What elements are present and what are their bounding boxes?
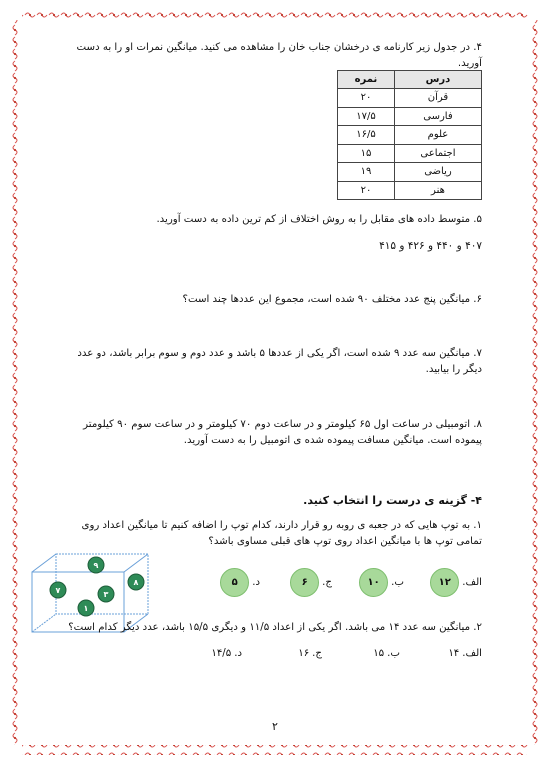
question-6-text: ۶. میانگین پنج عدد مختلف ۹۰ شده است، مجموع این عددها چند است؟ — [182, 294, 482, 305]
option-value: ۱۴/۵ — [211, 648, 232, 659]
option-label: ج. — [322, 576, 332, 588]
table-row — [338, 144, 482, 163]
grades-table — [337, 70, 482, 200]
question-5-numbers: ۴۰۷ و ۴۴۰ و ۴۲۶ و ۴۱۵ — [379, 240, 482, 252]
option-label: ب. — [391, 576, 404, 588]
table-row — [338, 126, 482, 145]
option-value: ۱۵ — [373, 648, 385, 659]
grade-cell: ۲۰ — [338, 181, 395, 200]
subject-cell: ریاضی — [394, 163, 481, 182]
box-ball-label: ۳ — [103, 590, 109, 599]
option-value: ۱۴ — [448, 648, 460, 659]
option-label: الف. — [462, 576, 482, 588]
option-label: د. — [252, 576, 260, 588]
option-d[interactable] — [220, 568, 260, 597]
option-label: ب. — [387, 648, 400, 659]
option-c[interactable] — [290, 568, 332, 597]
mc-question-1-text: ۱. به توپ هایی که در جعبه ی روبه رو قرار دارند، کدام توپ را اضافه کنیم تا میانگین اعداد روی تمامی توپ ها با میانگین اعداد روی توپ های قبلی مساوی باشد؟ — [81, 520, 482, 547]
grade-cell: ۱۷/۵ — [338, 107, 395, 126]
question-4-text: ۴. در جدول زیر کارنامه ی درخشان جناب خان را مشاهده می کنید. میانگین نمرات او را به دست آورید. — [76, 42, 482, 69]
table-row — [338, 163, 482, 182]
mc-question-2-options — [68, 646, 482, 664]
grade-cell: ۲۰ — [338, 89, 395, 108]
table-header-grade: نمره — [338, 71, 395, 89]
box-ball-label: ۸ — [133, 578, 139, 587]
option-c[interactable] — [298, 646, 322, 662]
subject-cell: هنر — [394, 181, 481, 200]
box-ball-label: ۹ — [93, 561, 99, 570]
box-ball-label: ۱ — [83, 604, 89, 613]
mc-question-2-text: ۲. میانگین سه عدد ۱۴ می باشد. اگر یکی از اعداد ۱۱/۵ و دیگری ۱۵/۵ باشد، عدد دیگر کدام است؟ — [68, 622, 482, 633]
table-header-subject: درس — [394, 71, 481, 89]
subject-cell: علوم — [394, 126, 481, 145]
table-row — [338, 107, 482, 126]
question-5-text: ۵. متوسط داده های مقابل را به روش اختلاف از کم ترین داده به دست آورید. — [156, 214, 482, 225]
option-b[interactable] — [359, 568, 404, 597]
subject-cell: اجتماعی — [394, 144, 481, 163]
worksheet-content — [55, 40, 482, 735]
question-8-text: ۸. اتومبیلی در ساعت اول ۶۵ کیلومتر و در ساعت دوم ۷۰ کیلومتر و در ساعت سوم ۹۰ کیلومتر پیموده است. میانگین مسافت پیموده شده ی اتومبیل را به دست آورید. — [83, 419, 482, 446]
option-label: الف. — [462, 648, 482, 659]
option-ball: ۱۲ — [430, 568, 459, 597]
grade-cell: ۱۵ — [338, 144, 395, 163]
subject-cell: فارسی — [394, 107, 481, 126]
option-a[interactable] — [430, 568, 482, 597]
subject-cell: قرآن — [394, 89, 481, 108]
grade-cell: ۱۶/۵ — [338, 126, 395, 145]
option-a[interactable] — [448, 646, 482, 662]
box-ball-label: ۷ — [55, 586, 61, 595]
grade-cell: ۱۹ — [338, 163, 395, 182]
option-ball: ۱۰ — [359, 568, 388, 597]
option-ball: ۵ — [220, 568, 249, 597]
table-row — [338, 181, 482, 200]
table-row — [338, 89, 482, 108]
option-ball: ۶ — [290, 568, 319, 597]
table-header-row — [338, 71, 482, 89]
option-b[interactable] — [373, 646, 400, 662]
option-label: د. — [234, 648, 242, 659]
page-number: ۲ — [272, 719, 278, 733]
question-7-text: ۷. میانگین سه عدد ۹ شده است، اگر یکی از عددها ۵ باشد و عدد دوم و سوم برابر باشد، دو عدد دیگر را بیابید. — [77, 348, 482, 375]
option-value: ۱۶ — [298, 648, 310, 659]
option-d[interactable] — [211, 646, 242, 662]
option-label: ج. — [312, 648, 322, 659]
section-title: ۴- گزینه ی درست را انتخاب کنید. — [303, 494, 482, 507]
